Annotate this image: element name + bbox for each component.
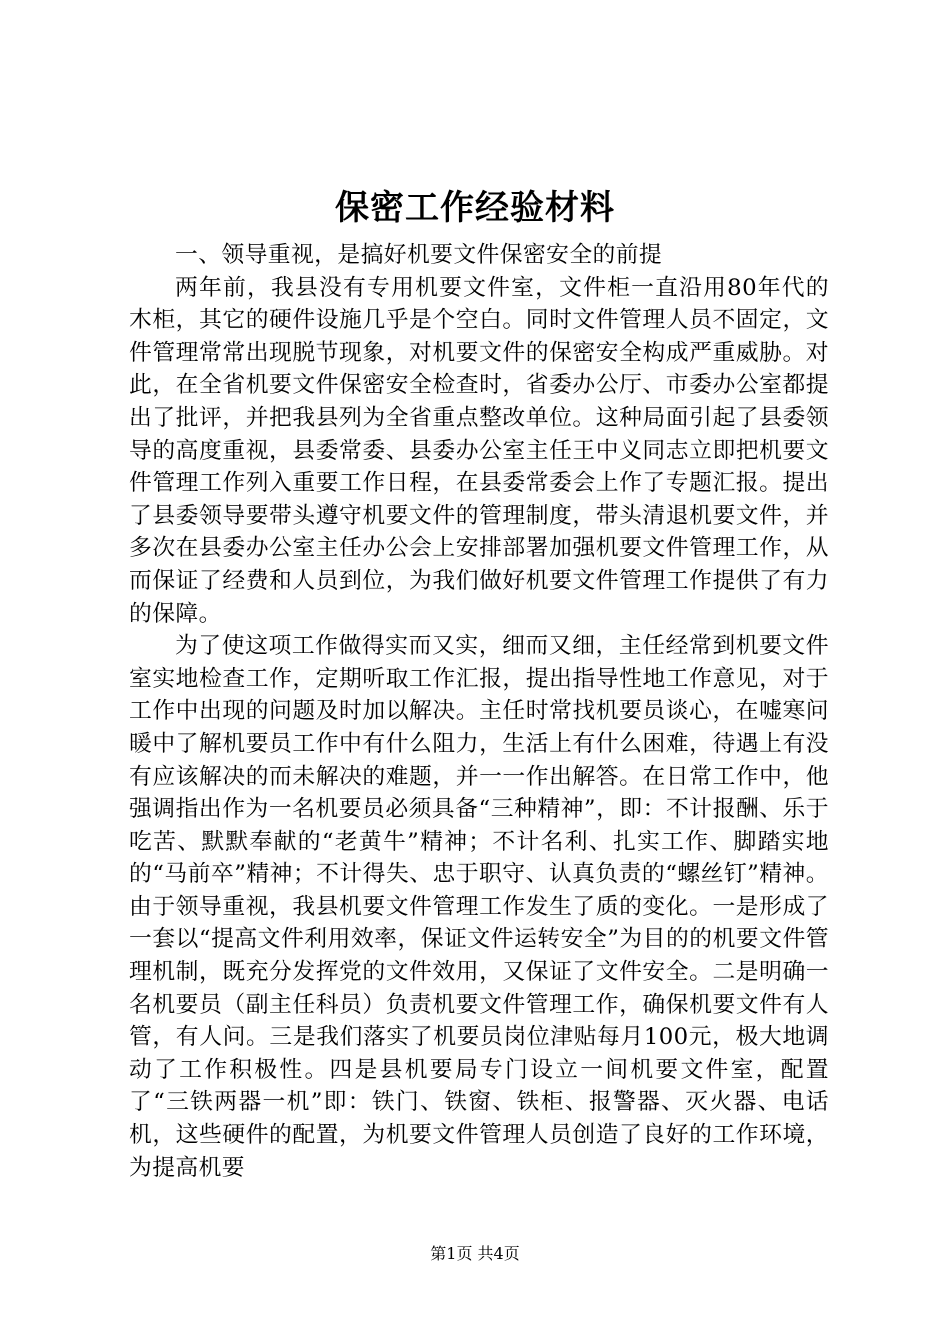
page-number-footer: 第1页 共4页	[430, 1244, 520, 1263]
body-paragraph: 两年前，我县没有专用机要文件室，文件柜一直沿用80年代的木柜，其它的硬件设施几乎是个空白。同时文件管理人员不固定，文件管理常常出现脱节现象，对机要文件的保密安全构成严重威胁。对此，在全省机要文件保密安全检查时，省委办公厅、市委办公室都提出了批评，并把我县列为全省重点整改单位。这种局面引起了县委领导的高度重视，县委常委、县委办公室主任王中义同志立即把机要文件管理工作列入重要工作日程，在县委常委会上作了专题汇报。提出了县委领导要带头遵守机要文件的管理制度，带头清退机要文件，并多次在县委办公室主任办公会上安排部署加强机要文件管理工作，从而保证了经费和人员到位，为我们做好机要文件管理工作提供了有力的保障。	[129, 274, 829, 627]
body-paragraph: 为了使这项工作做得实而又实，细而又细，主任经常到机要文件室实地检查工作，定期听取工作汇报，提出指导性地工作意见，对于工作中出现的问题及时加以解决。主任时常找机要员谈心，在嘘寒问暖中了解机要员工作中有什么阻力，生活上有什么困难，待遇上有没有应该解决的而未解决的难题，并一一作出解答。在日常工作中，他强调指出作为一名机要员必须具备“三种精神”，即：不计报酬、乐于吃苦、默默奉献的“老黄牛”精神；不计名利、扎实工作、脚踏实地的“马前卒”精神；不计得失、忠于职守、认真负责的“螺丝钉”精神。由于领导重视，我县机要文件管理工作发生了质的变化。一是形成了一套以“提高文件利用效率，保证文件运转安全”为目的的机要文件管理机制，既充分发挥党的文件效用，又保证了文件安全。二是明确一名机要员（副主任科员）负责机要文件管理工作，确保机要文件有人管，有人问。三是我们落实了机要员岗位津贴每月100元，极大地调动了工作积极性。四是县机要局专门设立一间机要文件室，配置了“三铁两器一机”即：铁门、铁窗、铁柜、报警器、灭火器、电话机，这些硬件的配置，为机要文件管理人员创造了良好的工作环境，为提高机要	[129, 633, 829, 1181]
section-heading: 一、领导重视，是搞好机要文件保密安全的前提	[175, 242, 663, 268]
document-title: 保密工作经验材料	[335, 188, 615, 228]
document-body	[129, 239, 829, 1184]
